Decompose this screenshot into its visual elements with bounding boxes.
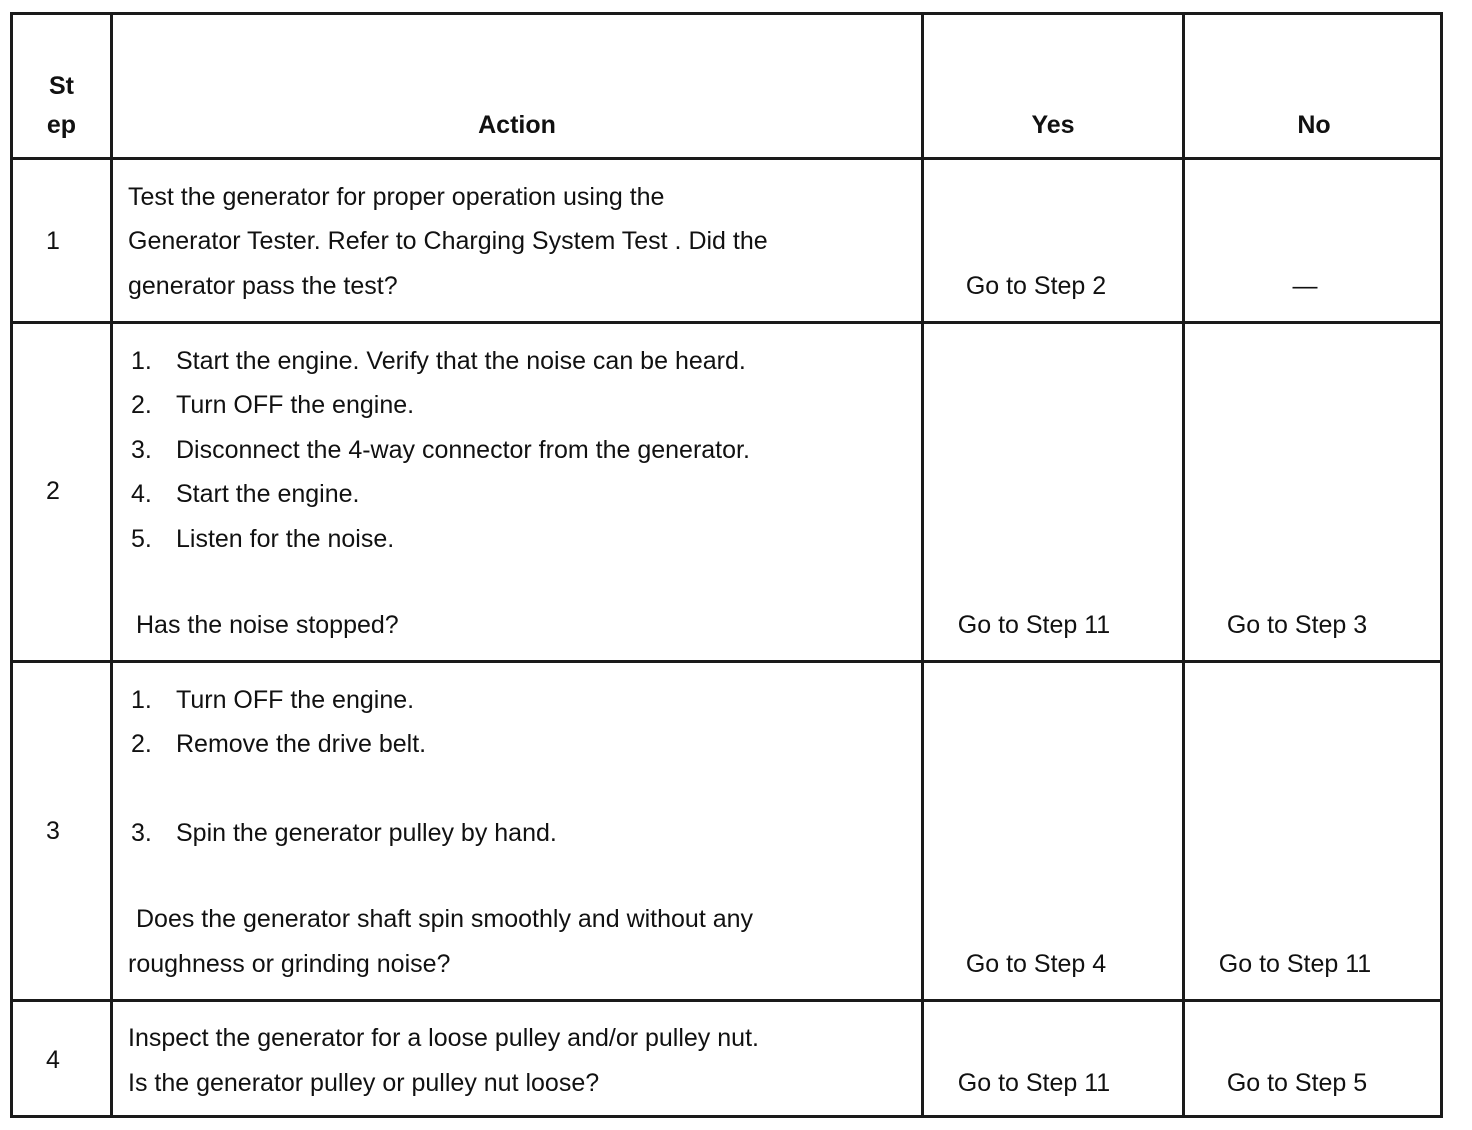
no-result: Go to Step 11 [1218,950,1372,978]
list-item: Start the engine. Verify that the noise can be heard. [176,347,746,375]
list-item: Turn OFF the engine. [176,686,415,714]
row-divider [10,157,1443,160]
row-divider [10,321,1443,324]
action-text: Generator Tester. Refer to Charging System Test . Did the [128,227,768,255]
question-text: Has the noise stopped? [136,611,399,639]
list-number: 2. [131,391,152,419]
list-number: 1. [131,686,152,714]
list-number: 4. [131,480,152,508]
action-text: Inspect the generator for a loose pulley and/or pulley nut. [128,1024,759,1052]
list-item: Remove the drive belt. [176,730,427,758]
header-step-line-1: St [49,72,74,100]
question-text: Does the generator shaft spin smoothly and without any [136,905,754,933]
step-number: 4 [46,1046,60,1074]
step-number: 3 [46,817,60,845]
list-item: Turn OFF the engine. [176,391,415,419]
list-number: 2. [131,730,152,758]
header-no: No [1297,111,1331,139]
action-text: Is the generator pulley or pulley nut loose? [128,1069,600,1097]
list-number: 3. [131,819,152,847]
header-action: Action [478,111,556,139]
action-text: Test the generator for proper operation using the [128,183,665,211]
header-step-line-2: ep [46,111,77,139]
list-item: Listen for the noise. [176,525,395,553]
list-item: Start the engine. [176,480,360,508]
list-number: 1. [131,347,152,375]
no-result: Go to Step 5 [1226,1069,1368,1097]
row-divider [10,999,1443,1002]
no-result: Go to Step 3 [1226,611,1368,639]
list-number: 3. [131,436,152,464]
yes-result: Go to Step 4 [965,950,1107,978]
question-text: roughness or grinding noise? [128,950,451,978]
column-divider [110,12,113,1118]
list-number: 5. [131,525,152,553]
step-number: 2 [46,477,60,505]
list-item: Spin the generator pulley by hand. [176,819,557,847]
yes-result: Go to Step 2 [965,272,1107,300]
step-number: 1 [46,227,60,255]
yes-result: Go to Step 11 [957,611,1111,639]
action-text: generator pass the test? [128,272,398,300]
header-yes: Yes [1031,111,1075,139]
no-result: — [1292,272,1318,300]
list-item: Disconnect the 4-way connector from the generator. [176,436,750,464]
row-divider [10,660,1443,663]
yes-result: Go to Step 11 [957,1069,1111,1097]
